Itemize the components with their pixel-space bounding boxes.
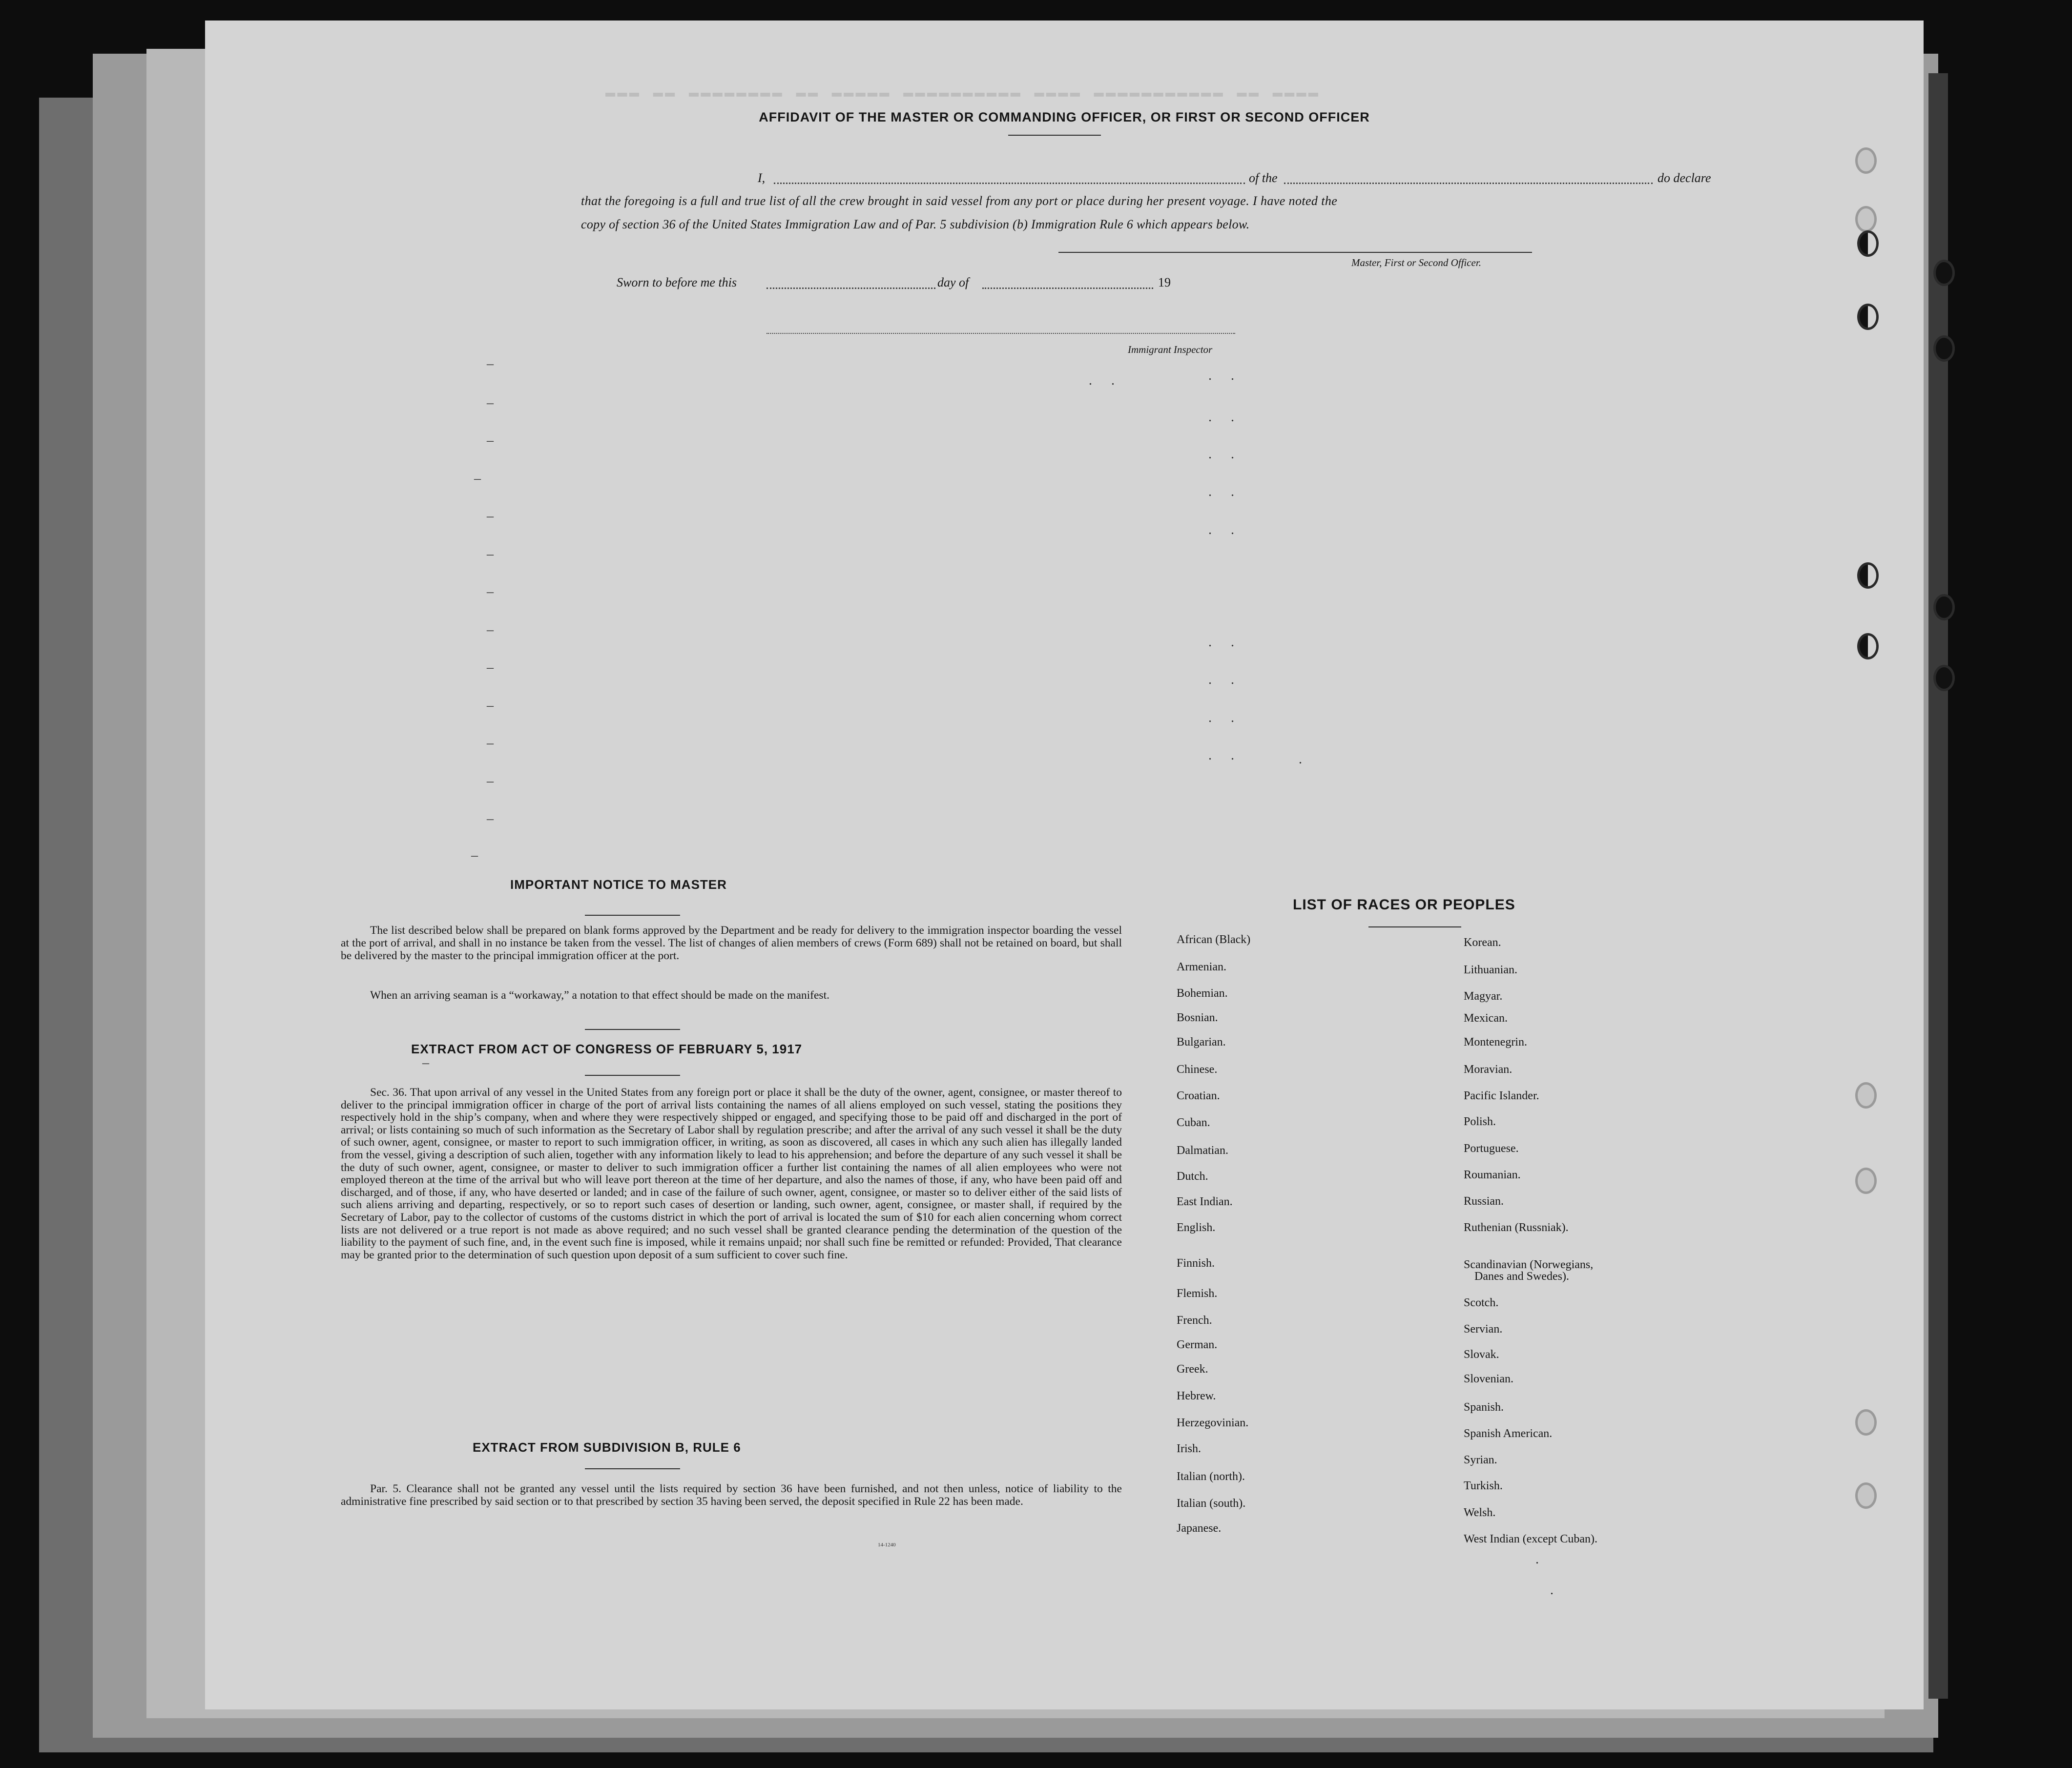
race-item: East Indian. xyxy=(1177,1195,1233,1208)
form-number: 14-1240 xyxy=(878,1542,896,1548)
affidavit-of-label: of the xyxy=(1249,171,1278,185)
affidavit-i-label: I, xyxy=(758,171,766,185)
race-item: Bulgarian. xyxy=(1177,1036,1226,1048)
binder-hole-icon xyxy=(1933,594,1955,620)
title-rule xyxy=(1008,135,1101,136)
race-item: Spanish American. xyxy=(1464,1427,1553,1440)
sworn-label: Sworn to before me this xyxy=(617,275,737,289)
races-title: LIST OF RACES OR PEOPLES xyxy=(1293,897,1515,913)
race-item: Syrian. xyxy=(1464,1454,1497,1466)
race-item: Pacific Islander. xyxy=(1464,1090,1539,1102)
race-item: German. xyxy=(1177,1338,1218,1351)
act-top-rule xyxy=(585,1029,680,1030)
race-item: Hebrew. xyxy=(1177,1390,1216,1402)
sworn-day-field[interactable] xyxy=(767,288,935,289)
race-item: Chinese. xyxy=(1177,1063,1218,1076)
binder-hole-icon xyxy=(1857,230,1879,257)
race-item: Moravian. xyxy=(1464,1063,1513,1076)
notice-title: IMPORTANT NOTICE TO MASTER xyxy=(510,877,727,892)
race-item: Scandinavian (Norwegians, xyxy=(1464,1258,1594,1271)
race-item: African (Black) xyxy=(1177,933,1251,946)
race-item: Slovenian. xyxy=(1464,1373,1513,1385)
race-item: Portuguese. xyxy=(1464,1142,1519,1155)
race-item: Polish. xyxy=(1464,1115,1496,1128)
race-item: Cuban. xyxy=(1177,1116,1210,1129)
race-item: Italian (south). xyxy=(1177,1497,1246,1510)
affidavit-line-3: copy of section 36 of the United States Immigration Law and of Par. 5 subdivision (b) Immigration Rule 6 which appears below. xyxy=(581,217,1250,231)
race-item: Bohemian. xyxy=(1177,987,1228,1000)
race-item: Italian (north). xyxy=(1177,1470,1245,1483)
notice-rule xyxy=(585,915,680,916)
act-bottom-rule xyxy=(585,1075,680,1076)
binder-hole-icon xyxy=(1933,335,1955,362)
extract-rule-body: Par. 5. Clearance shall not be granted any vessel until the lists required by section 36 have been furnished, and not then unless, notice of liability to the administrative fine prescribed by said section or to that prescribed by section 35 having been served, the deposit specified in Rule 22 has been made. xyxy=(341,1482,1122,1508)
inspector-signature-line[interactable] xyxy=(767,333,1235,334)
race-item: English. xyxy=(1177,1221,1216,1234)
stray-mark: . xyxy=(1535,1552,1547,1567)
sworn-year-label: 19 xyxy=(1158,275,1171,289)
extract-act-title: EXTRACT FROM ACT OF CONGRESS OF FEBRUARY 5, 1917 xyxy=(411,1042,803,1056)
race-item: Korean. xyxy=(1464,936,1501,949)
race-item: Armenian. xyxy=(1177,961,1226,973)
race-item: West Indian (except Cuban). xyxy=(1464,1533,1597,1545)
race-item: French. xyxy=(1177,1314,1212,1327)
race-item: Herzegovinian. xyxy=(1177,1417,1249,1429)
sworn-day-of-label: day of xyxy=(937,275,969,289)
bleed-through-text: ▬▬▬ ▬▬ ▬▬▬▬▬▬▬▬ ▬▬ ▬▬▬▬▬ ▬▬▬▬▬▬▬▬▬▬ ▬▬▬▬ ▬▬▬▬▬▬▬▬▬▬▬ ▬▬ ▬▬▬▬ xyxy=(605,84,1321,103)
race-item: Mexican. xyxy=(1464,1012,1508,1025)
manifest-page: ▬▬▬ ▬▬ ▬▬▬▬▬▬▬▬ ▬▬ ▬▬▬▬▬ ▬▬▬▬▬▬▬▬▬▬ ▬▬▬▬ ▬▬▬▬▬▬▬▬▬▬▬ ▬▬ ▬▬▬▬ AFFIDAVIT OF THE MASTER OR COMMANDING OFFICER, OR FIRST OR SECOND OFFICER I, of the do declare that the foregoing is a full and true list of all the crew brought in said vessel from any port or place during her present voyage. I have noted the copy of section 36 of the United States Immigration Law and of Par. 5 subdivision (b) Immigration Rule 6 which appears below. Master, First or Second Officer. Sworn to before me this day of 19 Immigrant Inspector – – – – – – – – – – – – – – . . . . . . . . . . . . . . . . . . . . . IMPORTANT NOTICE TO MASTER The list described below shall be prepared on blank forms approved by the Department and be ready for delivery to the immigration inspector boarding the vessel at the port of arrival, and shall in no instance be taken from the vessel. The list of changes of alien members of crews (Form 689) shall not be retained on board, but shall be delivered by the master to the principal immigration officer at the port. When an arriving seaman is a “workaway,” a notation to that effect should be made on the manifest. EXTRACT FROM ACT OF CONGRESS OF FEBRUARY 5, 1917 – Sec. 36. That upon arrival of any vessel in the United States from any foreign port or place it shall be the duty of the owner, agent, consignee, or master thereof to deliver to the principal immigration officer in charge of the port of arrival lists containing the names of all aliens employed on such vessel, stating the positions they respectively hold in the ship’s company, when and where they were respectively shipped or engaged, and specifying those to be paid off and discharged in the port of arrival; or lists containing so much of such information as the Secretary of Labor shall by regulation prescribe; and after the arrival of any such vessel it shall be the duty of such owner, agent, consignee, or master to report to such immigration officer, in writing, as soon as discovered, all cases in which any such alien has illegally landed from the vessel, giving a description of such alien, together with any information likely to lead to his apprehension; and before the departure of any such vessel it shall be the duty of such owner, agent, consignee, or master to deliver to such immigration officer a further list containing the names of all alien employees who were not employed thereon at the time of the arrival but who will leave port thereon at the time of her departure, and also the names of those, if any, who have been paid off and discharged, and of those, if any, who have deserted or landed; and in case of the failure of such owner, agent, consignee, or master so to deliver either of the said lists of such aliens arriving and departing, respectively, or so to report such cases of desertion or landing, such owner, agent, consignee, or master shall, if required by the Secretary of Labor, pay to the collector of customs of the customs district in which the port of arrival is located the sum of $10 for each alien concerning whom correct lists are not delivered or a true report is not made as above required; and no such vessel shall be granted clearance pending the determination of the question of the liability to the payment of such fine, and, in the event such fine is imposed, while it remains unpaid; nor shall such fine be remitted or refunded: Provided, That clearance may be granted prior to the determination of such question upon deposit of a sum sufficient to cover such fine. EXTRACT FROM SUBDIVISION B, RULE 6 Par. 5. Clearance shall not be granted any vessel until the lists required by section 36 have been furnished, and not then unless, notice of liability to the administrative fine prescribed by said section or to that prescribed by section 35 having been served, the deposit specified in Rule 22 has been made. 14-1240 LIST OF RACES OR PEOPLES African (Black) Armenian. Bohemian. Bosnian. Bulgarian. Chinese. Croatian. Cuban. Dalmatian. Dutch. East Indian. English. Finnish. Flemish. French. German. Greek. Hebrew. Herzegovinian. Irish. Italian (north). Italian (south). Japanese. Korean. Lithuanian. Magyar. Mexican. Montenegrin. Moravian. Pacific Islander. Polish. Portuguese. Roumanian. Russian. Ruthenian (Russniak). Scandinavian (Norwegians, Danes and Swedes). Scotch. Servian. Slovak. Slovenian. Spanish. Spanish American. Syrian. Turkish. Welsh. West Indian (except Cuban). . . xyxy=(205,21,1924,1709)
race-item: Montenegrin. xyxy=(1464,1036,1527,1048)
sworn-month-field[interactable] xyxy=(982,288,1153,289)
binder-hole-icon xyxy=(1855,206,1877,232)
race-item: Welsh. xyxy=(1464,1506,1496,1519)
race-item: Slovak. xyxy=(1464,1348,1499,1361)
stray-mark: . xyxy=(1550,1583,1561,1598)
notice-paragraph-2: When an arriving seaman is a “workaway,” a notation to that effect should be made on the manifest. xyxy=(370,989,829,1002)
affidavit-title: AFFIDAVIT OF THE MASTER OR COMMANDING OFFICER, OR FIRST OR SECOND OFFICER xyxy=(759,110,1370,124)
extract-act-body: Sec. 36. That upon arrival of any vessel in the United States from any foreign port or place it shall be the duty of the owner, agent, consignee, or master thereof to deliver to the principal immigration officer in charge of the port of arrival lists containing the names of all aliens employed on such vessel, stating the positions they respectively hold in the ship’s company, when and where they were respectively shipped or engaged, and specifying those to be paid off and discharged in the port of arrival; or lists containing so much of such information as the Secretary of Labor shall by regulation prescribe; and after the arrival of any such vessel it shall be the duty of such owner, agent, consignee, or master to report to such immigration officer, in writing, as soon as discovered, all cases in which any such alien has illegally landed from the vessel, giving a description of such alien, together with any information likely to lead to his apprehension; and before the departure of any such vessel it shall be the duty of such owner, agent, consignee, or master to deliver to such immigration officer a further list containing the names of all alien employees who were not employed thereon at the time of the arrival but who will leave port thereon at the time of her departure, and also the names of those, if any, who have been paid off and discharged, and of those, if any, who have deserted or landed; and in case of the failure of such owner, agent, consignee, or master so to deliver either of the said lists of such aliens arriving and departing, respectively, or so to report such cases of desertion or landing, such owner, agent, consignee, or master shall, if required by the Secretary of Labor, pay to the collector of customs of the customs district in which the port of arrival is located the sum of $10 for each alien concerning whom correct lists are not delivered or a true report is not made as above required; and no such vessel shall be granted clearance pending the determination of the question of the liability to the payment of such fine, and, in the event such fine is imposed, while it remains unpaid; nor shall such fine be remitted or refunded: Provided, That clearance may be granted prior to the determination of such question upon deposit of a sum sufficient to cover such fine. xyxy=(341,1086,1122,1261)
extract-rule-title: EXTRACT FROM SUBDIVISION B, RULE 6 xyxy=(473,1440,741,1455)
binder-hole-icon xyxy=(1933,665,1955,691)
race-item: Magyar. xyxy=(1464,990,1503,1003)
affidavit-declare-label: do declare xyxy=(1658,171,1711,185)
binder-edge xyxy=(1928,73,1948,1699)
race-item: Scotch. xyxy=(1464,1296,1499,1309)
race-item: Dalmatian. xyxy=(1177,1144,1228,1157)
race-item: Spanish. xyxy=(1464,1401,1504,1414)
binder-hole-icon xyxy=(1855,147,1877,174)
race-item: Greek. xyxy=(1177,1363,1208,1376)
binder-hole-icon xyxy=(1855,1482,1877,1509)
binder-hole-icon xyxy=(1857,633,1879,659)
race-item: Japanese. xyxy=(1177,1522,1222,1535)
binder-hole-icon xyxy=(1855,1409,1877,1436)
officer-signature-caption: Master, First or Second Officer. xyxy=(1351,257,1481,268)
race-item: Finnish. xyxy=(1177,1257,1215,1270)
affidavit-line-2: that the foregoing is a full and true list of all the crew brought in said vessel from any port or place during her present voyage. I have noted the xyxy=(581,194,1338,208)
binder-hole-icon xyxy=(1855,1168,1877,1194)
binder-hole-icon xyxy=(1857,304,1879,330)
race-item: Russian. xyxy=(1464,1195,1504,1208)
master-name-field[interactable] xyxy=(774,183,1245,184)
race-item: Lithuanian. xyxy=(1464,964,1517,976)
race-item: Irish. xyxy=(1177,1442,1201,1455)
margin-mark: – xyxy=(422,1055,429,1070)
vessel-name-field[interactable] xyxy=(1284,183,1653,184)
race-item: Dutch. xyxy=(1177,1170,1208,1183)
races-rule xyxy=(1368,926,1461,927)
binder-hole-icon xyxy=(1855,1082,1877,1109)
officer-signature-line[interactable] xyxy=(1058,252,1532,253)
race-item: Flemish. xyxy=(1177,1287,1218,1300)
inspector-caption: Immigrant Inspector xyxy=(1128,344,1213,355)
race-item: Danes and Swedes). xyxy=(1474,1270,1569,1283)
race-item: Bosnian. xyxy=(1177,1011,1218,1024)
race-item: Turkish. xyxy=(1464,1480,1503,1492)
notice-paragraph-1: The list described below shall be prepared on blank forms approved by the Department and be ready for delivery to the immigration inspector boarding the vessel at the port of arrival, and shall in no instance be taken from the vessel. The list of changes of alien members of crews (Form 689) shall not be retained on board, but shall be delivered by the master to the principal immigration officer at the port. xyxy=(341,924,1122,962)
race-item: Croatian. xyxy=(1177,1090,1220,1102)
race-item: Roumanian. xyxy=(1464,1169,1521,1181)
race-item: Ruthenian (Russniak). xyxy=(1464,1221,1569,1234)
rule-section-rule xyxy=(585,1468,680,1469)
binder-hole-icon xyxy=(1933,260,1955,286)
race-item: Servian. xyxy=(1464,1323,1503,1336)
binder-hole-icon xyxy=(1857,562,1879,589)
